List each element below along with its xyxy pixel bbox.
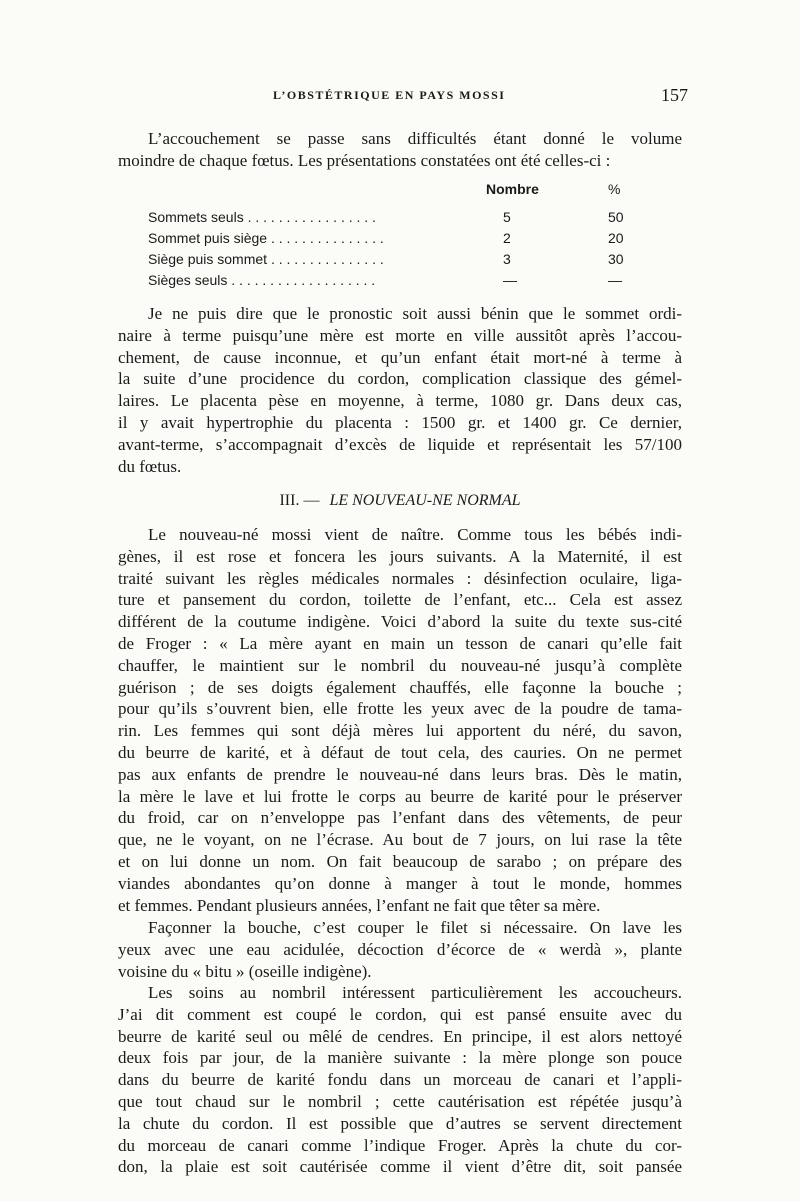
text-line: L’accouchement se passe sans difficultés étant donné le volume [148, 129, 682, 148]
text-line: dans du beurre de karité fondu dans un morceau de canari et l’appli- [118, 1070, 682, 1090]
text-line: Le nouveau-né mossi vient de naître. Comme tous les bébés indi- [148, 525, 682, 544]
page-number: 157 [661, 85, 688, 105]
table-row [148, 249, 638, 270]
paragraph-prognosis [118, 303, 682, 477]
row-percent: — [608, 272, 622, 288]
text-line: beurre de karité seul ou mêlé de cendres. En principe, il est alors nettoyé [118, 1026, 682, 1046]
text-line: gènes, il est rose et foncera les jours suivants. A la Maternité, il est [118, 546, 682, 566]
text-line: et on lui donne un nom. On fait beaucoup de sarabo ; on prépare des [118, 851, 682, 871]
row-percent: 20 [608, 230, 624, 246]
text-line: laires. Le placenta pèse en moyenne, à terme, 1080 gr. Dans deux cas, [118, 391, 682, 411]
text-line: du beurre de karité, et à défaut de tout cela, des cauries. On ne permet [118, 742, 682, 762]
text-line: avant-terme, s’accompagnait d’excès de liquide et représentait les 57/100 [118, 434, 682, 454]
row-count: — [503, 272, 517, 288]
row-count: 2 [503, 230, 511, 246]
row-label: Sommet puis siège . . . . . . . . . . . . . . . [148, 230, 384, 246]
section-heading [0, 492, 800, 510]
text-line: deux fois par jour, de la manière suivante : la mère plonge son pouce [118, 1048, 682, 1068]
row-count: 5 [503, 209, 511, 225]
text-line: traité suivant les règles médicales normales : désinfection oculaire, liga- [118, 568, 682, 588]
column-header-percent: % [608, 181, 621, 197]
text-line: Façonner la bouche, c’est couper le filet si nécessaire. On lave les [148, 918, 682, 937]
text-line: différent de la coutume indigène. Voici d’abord la suite du texte sus-cité [118, 612, 682, 632]
text-line: du fœtus. [118, 456, 182, 476]
text-line: Je ne puis dire que le pronostic soit aussi bénin que le sommet ordi- [148, 304, 682, 323]
text-line: et femmes. Pendant plusieurs années, l’enfant ne fait que têter sa mère. [118, 895, 601, 915]
row-count: 3 [503, 251, 511, 267]
section-number: III. — [279, 492, 320, 509]
paragraph-mouth-eyes [118, 917, 682, 982]
paragraph-newborn [118, 524, 682, 916]
table-row [148, 207, 638, 228]
running-head: L’OBSTÉTRIQUE EN PAYS MOSSI [273, 88, 506, 102]
text-line: J’ai dit comment est coupé le cordon, qui est pansé ensuite avec du [118, 1004, 682, 1024]
section-title: LE NOUVEAU-NE NORMAL [329, 492, 521, 509]
text-line: la suite d’une procidence du cordon, complication classique des gémel- [118, 369, 682, 389]
table-row [148, 228, 638, 249]
row-percent: 30 [608, 251, 624, 267]
text-line: viandes abondantes qu’on donne à manger à tout le monde, hommes [118, 873, 682, 893]
page-header [118, 85, 688, 110]
text-line: rin. Les femmes qui sont déjà mères lui apportent du néré, du savon, [118, 721, 682, 741]
text-line: la mère le lave et lui frotte le corps au beurre de karité pour le préserver [118, 786, 682, 806]
text-line: Les soins au nombril intéressent particulièrement les accoucheurs. [148, 983, 682, 1002]
text-line: voisine du « bitu » (oseille indigène). [118, 961, 372, 981]
text-line: moindre de chaque fœtus. Les présentations constatées ont été celles-ci : [118, 150, 611, 170]
text-line: il y avait hypertrophie du placenta : 1500 gr. et 1400 gr. Ce dernier, [118, 412, 682, 432]
row-percent: 50 [608, 209, 624, 225]
text-line: que tout chaud sur le nombril ; cette cautérisation est répétée jusqu’à [118, 1091, 682, 1111]
text-line: la chute du cordon. Il est possible que d’autres se servent directement [118, 1113, 682, 1133]
text-line: chement, de cause inconnue, et qu’un enfant était mort-né à terme à [118, 347, 682, 367]
text-line: guérison ; de ses doigts également chauffés, elle façonne la bouche ; [118, 677, 682, 697]
text-line: chauffer, le maintient sur le nombril du nouveau-né jusqu’à complète [118, 655, 682, 675]
column-header-count: Nombre [486, 181, 539, 197]
presentations-table [148, 181, 638, 291]
text-line: que, ne le voyant, on ne l’écrase. Au bout de 7 jours, on lui rase la tête [118, 830, 682, 850]
text-line: ture et pansement du cordon, toilette de l’enfant, etc... Cela est assez [118, 590, 682, 610]
table-row [148, 270, 638, 291]
text-line: du morceau de canari comme l’indique Froger. Après la chute du cor- [118, 1135, 682, 1155]
text-line: pour qu’ils s’ouvrent bien, elle frotte les yeux avec de la poudre de tama- [118, 699, 682, 719]
text-line: naire à terme puisqu’une mère est morte en ville aussitôt après l’accou- [118, 325, 682, 345]
row-label: Sommets seuls . . . . . . . . . . . . . . . . . [148, 209, 376, 225]
text-line: de Froger : « La mère ayant en main un tesson de canari qu’elle fait [118, 633, 682, 653]
text-line: yeux avec une eau acidulée, décoction d’écorce de « werdà », plante [118, 939, 682, 959]
intro-paragraph [118, 128, 682, 172]
table-header [148, 181, 638, 207]
text-line: pas aux enfants de prendre le nouveau-né dans leurs bras. Dès le matin, [118, 764, 682, 784]
row-label: Sièges seuls . . . . . . . . . . . . . . . . . . . [148, 272, 376, 288]
text-line: du froid, car on n’enveloppe pas l’enfant dans des vêtements, de peur [118, 808, 682, 828]
row-label: Siège puis sommet . . . . . . . . . . . . . . . [148, 251, 384, 267]
text-line: don, la plaie est soit cautérisée comme il vient d’être dit, soit pansée [118, 1157, 682, 1177]
paragraph-navel-care [118, 982, 682, 1178]
